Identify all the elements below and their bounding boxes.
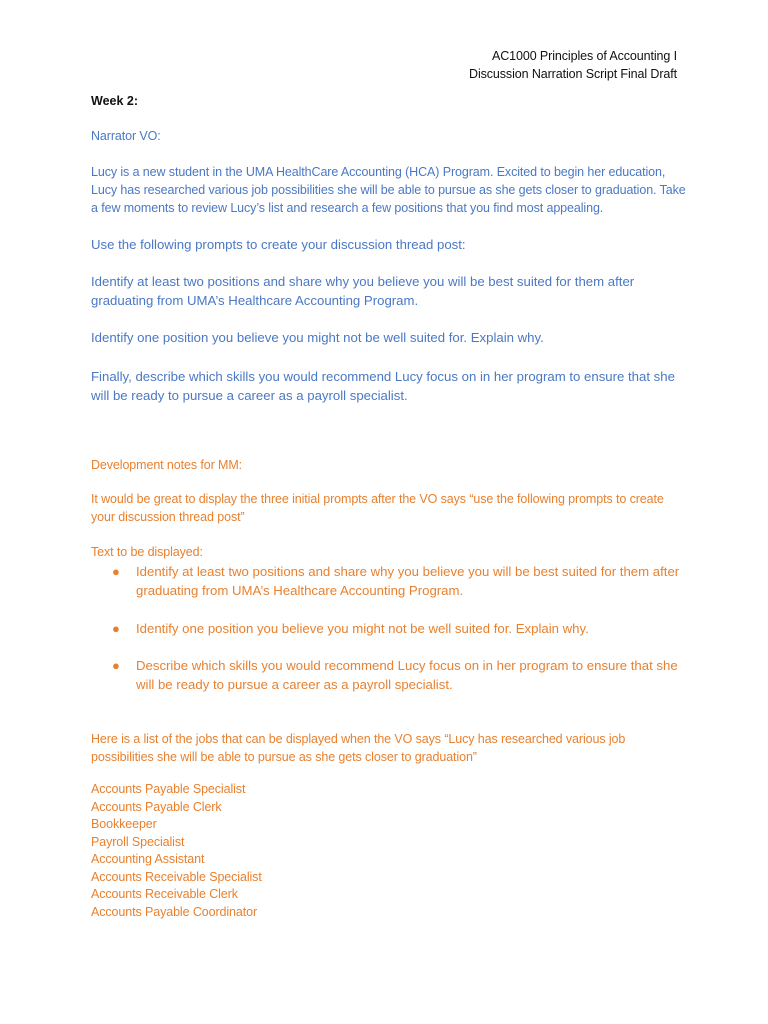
week-heading: Week 2: (91, 94, 139, 108)
document-header (469, 48, 677, 83)
job-item: Accounts Payable Clerk (91, 799, 222, 814)
bullet-text: Describe which skills you would recommend Lucy focus on in her program to ensure that she will be ready to pursue a career as a payroll specialist. (136, 658, 678, 692)
bullet-icon: ● (112, 621, 120, 636)
job-item: Payroll Specialist (91, 834, 185, 849)
bullet-icon: ● (112, 564, 120, 579)
intro-paragraph: Lucy is a new student in the UMA HealthCare Accounting (HCA) Program. Excited to begin her education, Lucy has researched various job possibilities she will be able to pursue as she gets closer to graduation. Take a few moments to review Lucy’s list and research a few positions that you find most appealing. (91, 165, 686, 215)
job-item: Accounts Receivable Clerk (91, 887, 238, 901)
dev-note: It would be great to display the three initial prompts after the VO says “use the following prompts to create your discussion thread post” (91, 492, 664, 524)
job-item: Bookkeeper (91, 817, 157, 831)
prompt-2: Identify one position you believe you might not be well suited for. Explain why. (91, 330, 544, 345)
bullet-list-3 (112, 656, 692, 694)
text-displayed-label: Text to be displayed: (91, 545, 203, 559)
document-title: Discussion Narration Script Final Draft (469, 66, 677, 81)
prompt-1: Identify at least two positions and share why you believe you will be best suited for them after graduating from UMA’s Healthcare Accounting Program. (91, 274, 635, 308)
bullet-item (112, 619, 692, 638)
job-item: Accounting Assistant (91, 852, 205, 866)
prompt-3: Finally, describe which skills you would recommend Lucy focus on in her program to ensure that she will be ready to pursue a career as a payroll specialist. (91, 369, 675, 403)
bullet-list-2 (112, 619, 692, 638)
job-item: Accounts Receivable Specialist (91, 869, 262, 884)
bullet-list-1 (112, 562, 692, 600)
course-title: AC1000 Principles of Accounting I (491, 49, 677, 63)
dev-notes-label: Development notes for MM: (91, 458, 243, 472)
jobs-note: Here is a list of the jobs that can be displayed when the VO says “Lucy has researched various job possibilities she will be able to pursue as she gets closer to graduation” (91, 732, 626, 764)
bullet-text: Identify one position you believe you might not be well suited for. Explain why. (136, 621, 589, 636)
job-item: Accounts Payable Specialist (91, 782, 246, 796)
bullet-text: Identify at least two positions and share why you believe you will be best suited for them after graduating from UMA’s Healthcare Accounting Program. (136, 564, 680, 598)
bullet-item (112, 562, 692, 600)
job-item: Accounts Payable Coordinator (91, 904, 258, 919)
prompts-intro: Use the following prompts to create your discussion thread post: (91, 237, 466, 252)
bullet-item (112, 656, 692, 694)
narrator-label: Narrator VO: (91, 129, 161, 143)
bullet-icon: ● (112, 658, 120, 673)
jobs-list (91, 781, 691, 921)
